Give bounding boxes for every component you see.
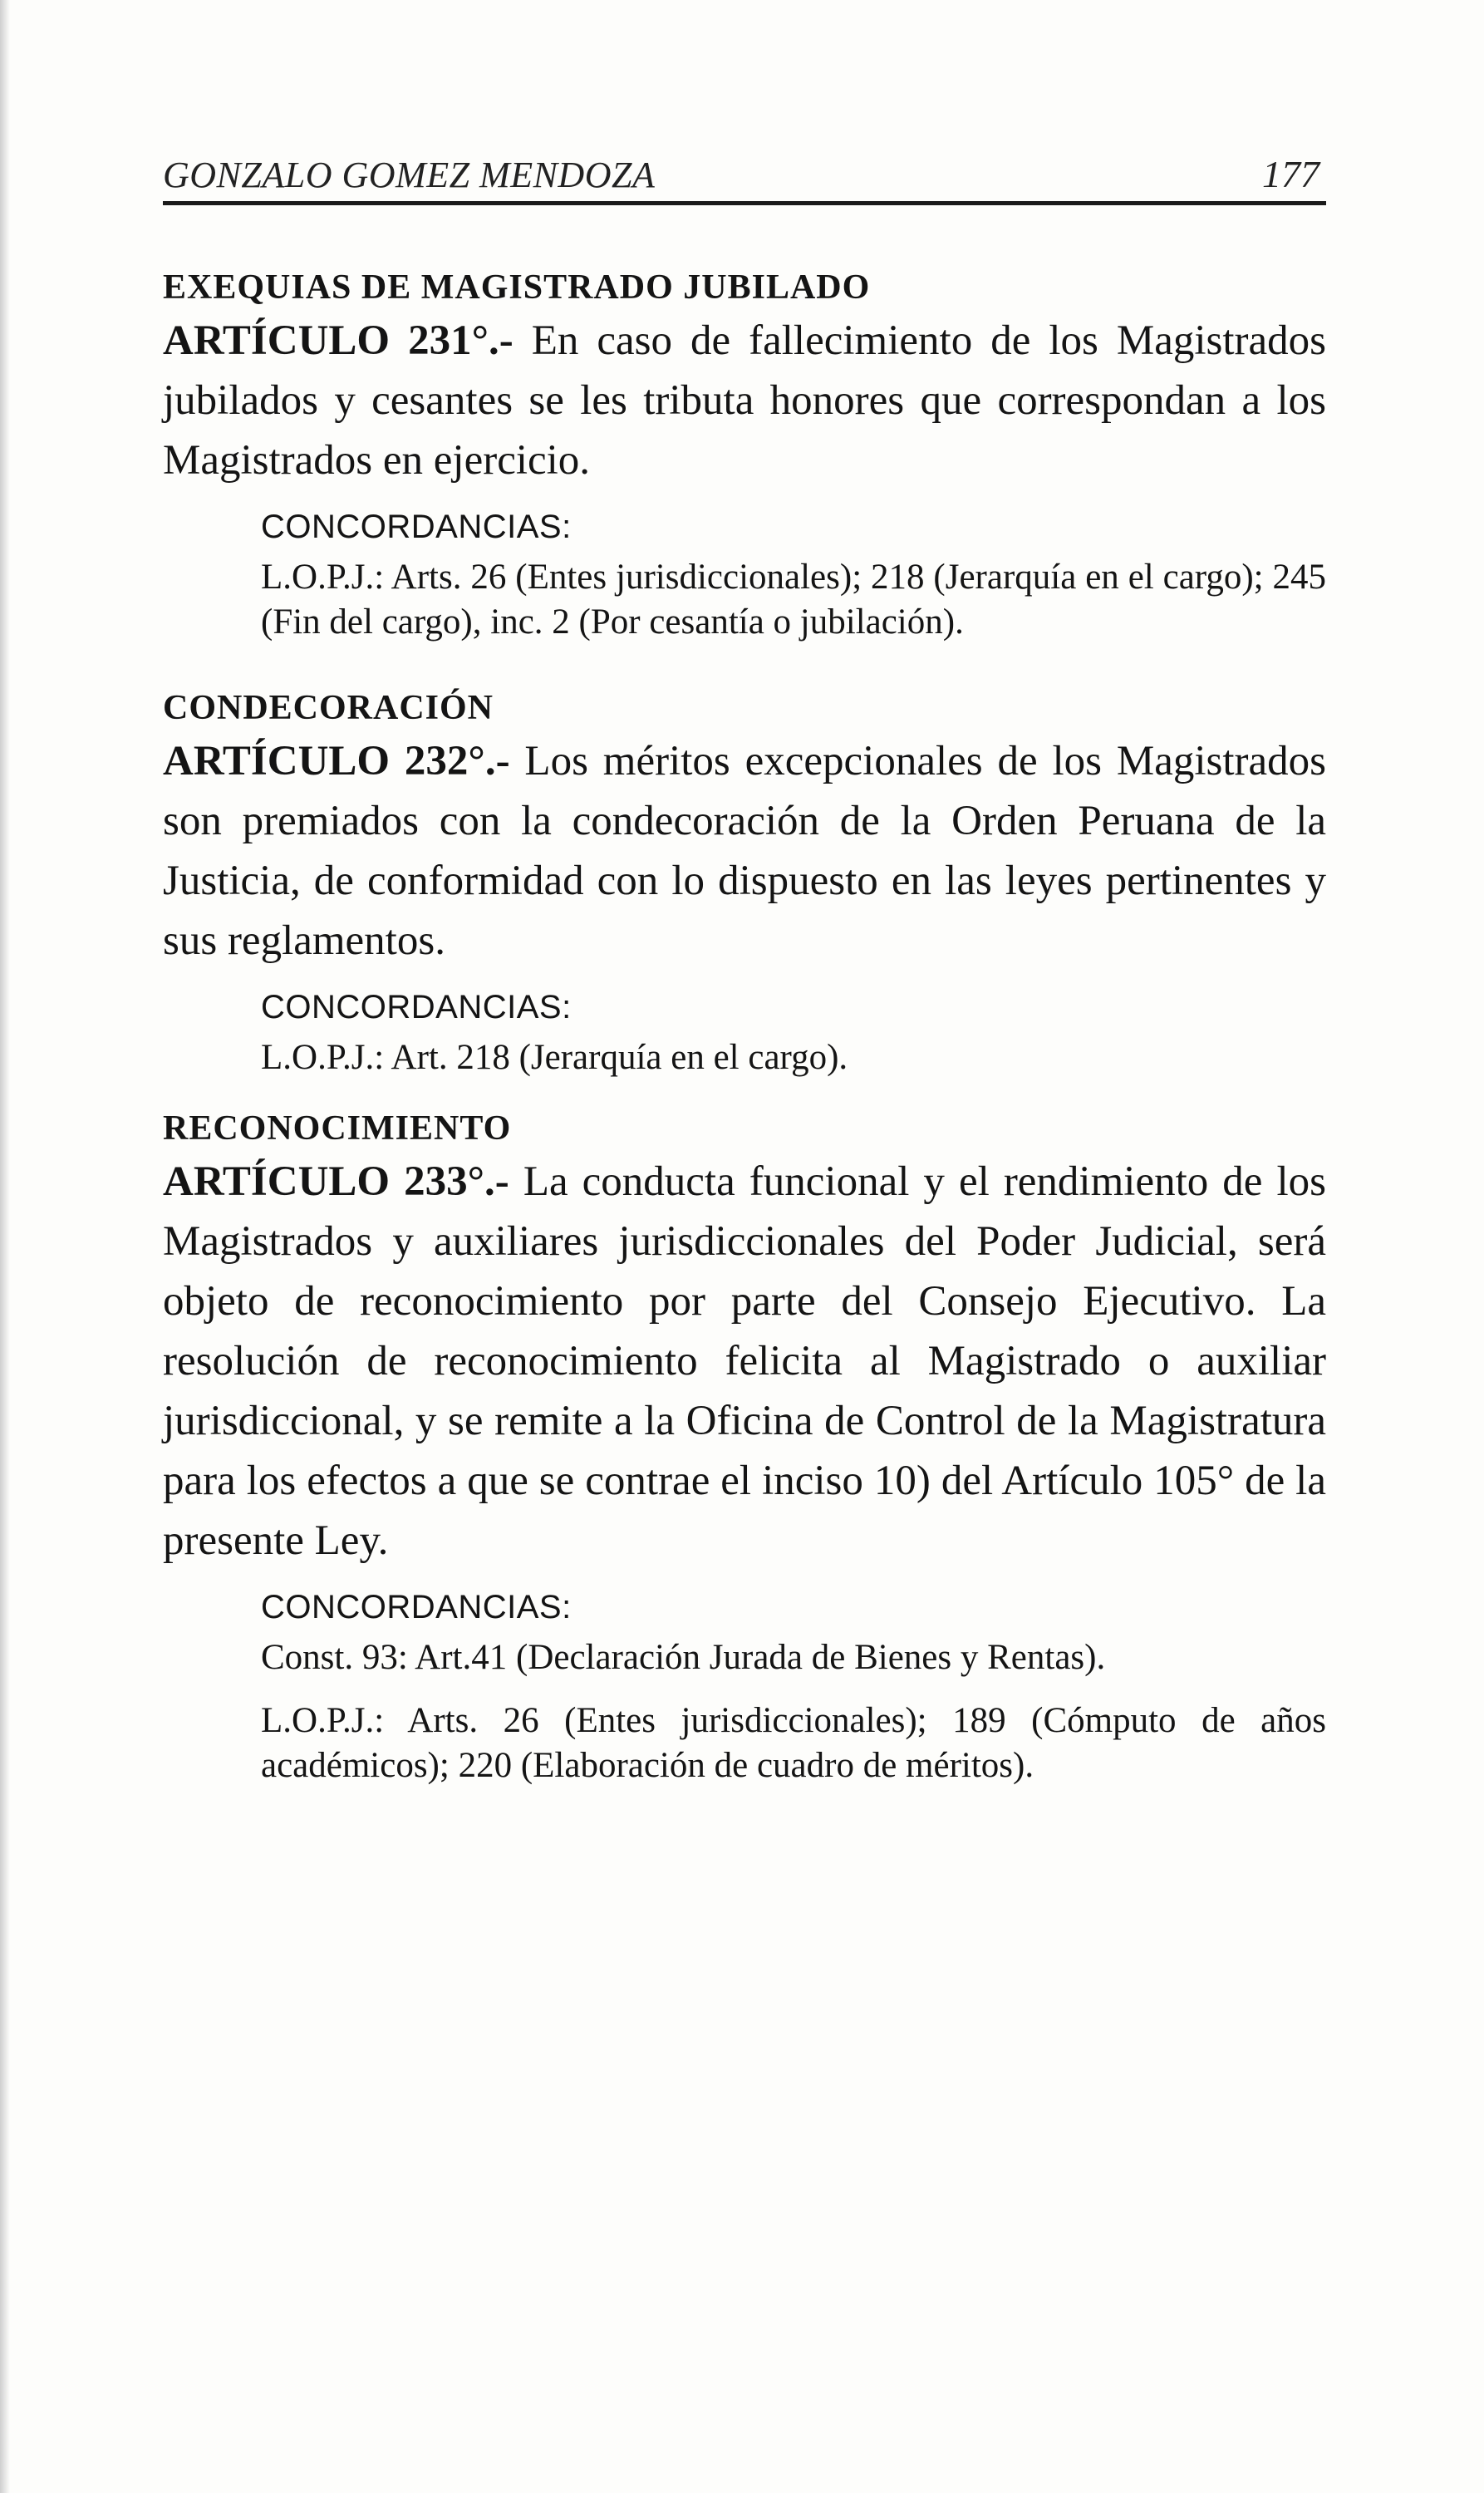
concordancia-reference: L.O.P.J.: Arts. 26 (Entes jurisdiccionales); 189 (Cómputo de años académicos); 220 (Elaboración de cuadro de méritos). (261, 1701, 1326, 1785)
concordancia-reference: Const. 93: Art.41 (Declaración Jurada de Bienes y Rentas). (261, 1638, 1106, 1677)
concordancias-block (163, 1582, 1326, 1788)
section-title: RECONOCIMIENTO (163, 1109, 512, 1148)
concordancias-block (163, 502, 1326, 645)
article-label: ARTÍCULO 233°.- (163, 1158, 509, 1205)
article-paragraph (163, 311, 1326, 490)
running-head: GONZALO GOMEZ MENDOZA (163, 155, 656, 195)
page-number: 177 (1262, 153, 1319, 195)
article-text: Los méritos excepcionales de los Magistrados son premiados con la condecoración de la Orden Peruana de la Justicia, de conformidad con lo dispuesto en las leyes pertinentes y sus reglamentos. (163, 738, 1326, 964)
section-reconocimiento (163, 1105, 1326, 1788)
article-paragraph (163, 1152, 1326, 1571)
page-edge-shadow (0, 0, 10, 2493)
article-text: En caso de fallecimiento de los Magistrados jubilados y cesantes se les tributa honores que correspondan a los Magistrados en ejercicio. (163, 317, 1326, 484)
page-header (163, 140, 1326, 205)
article-paragraph (163, 731, 1326, 971)
concordancia-reference: L.O.P.J.: Art. 218 (Jerarquía en el cargo). (261, 1038, 848, 1077)
concordancias-heading: CONCORDANCIAS: (261, 1589, 572, 1625)
concordancias-block (163, 982, 1326, 1080)
section-title: EXEQUIAS DE MAGISTRADO JUBILADO (163, 268, 871, 307)
article-label: ARTÍCULO 232°.- (163, 738, 510, 784)
concordancia-reference: L.O.P.J.: Arts. 26 (Entes jurisdiccionales); 218 (Jerarquía en el cargo); 245 (Fin del cargo), inc. 2 (Por cesantía o jubilación). (261, 558, 1326, 642)
concordancias-heading: CONCORDANCIAS: (261, 509, 572, 545)
article-text: La conducta funcional y el rendimiento de los Magistrados y auxiliares jurisdiccionales del Poder Judicial, será objeto de reconocimiento por parte del Consejo Ejecutivo. La resolución de reconocimiento felicita al Magistrado o auxiliar jurisdiccional, y se remite a la Oficina de Control de la Magistratura para los efectos a que se contrae el inciso 10) del Artículo 105° de la presente Ley. (163, 1158, 1326, 1564)
section-title: CONDECORACIÓN (163, 689, 494, 727)
page-body (163, 264, 1326, 1825)
concordancias-heading: CONCORDANCIAS: (261, 989, 572, 1025)
section-condecoracion (163, 685, 1326, 1080)
article-label: ARTÍCULO 231°.- (163, 317, 514, 364)
section-exequias (163, 264, 1326, 645)
